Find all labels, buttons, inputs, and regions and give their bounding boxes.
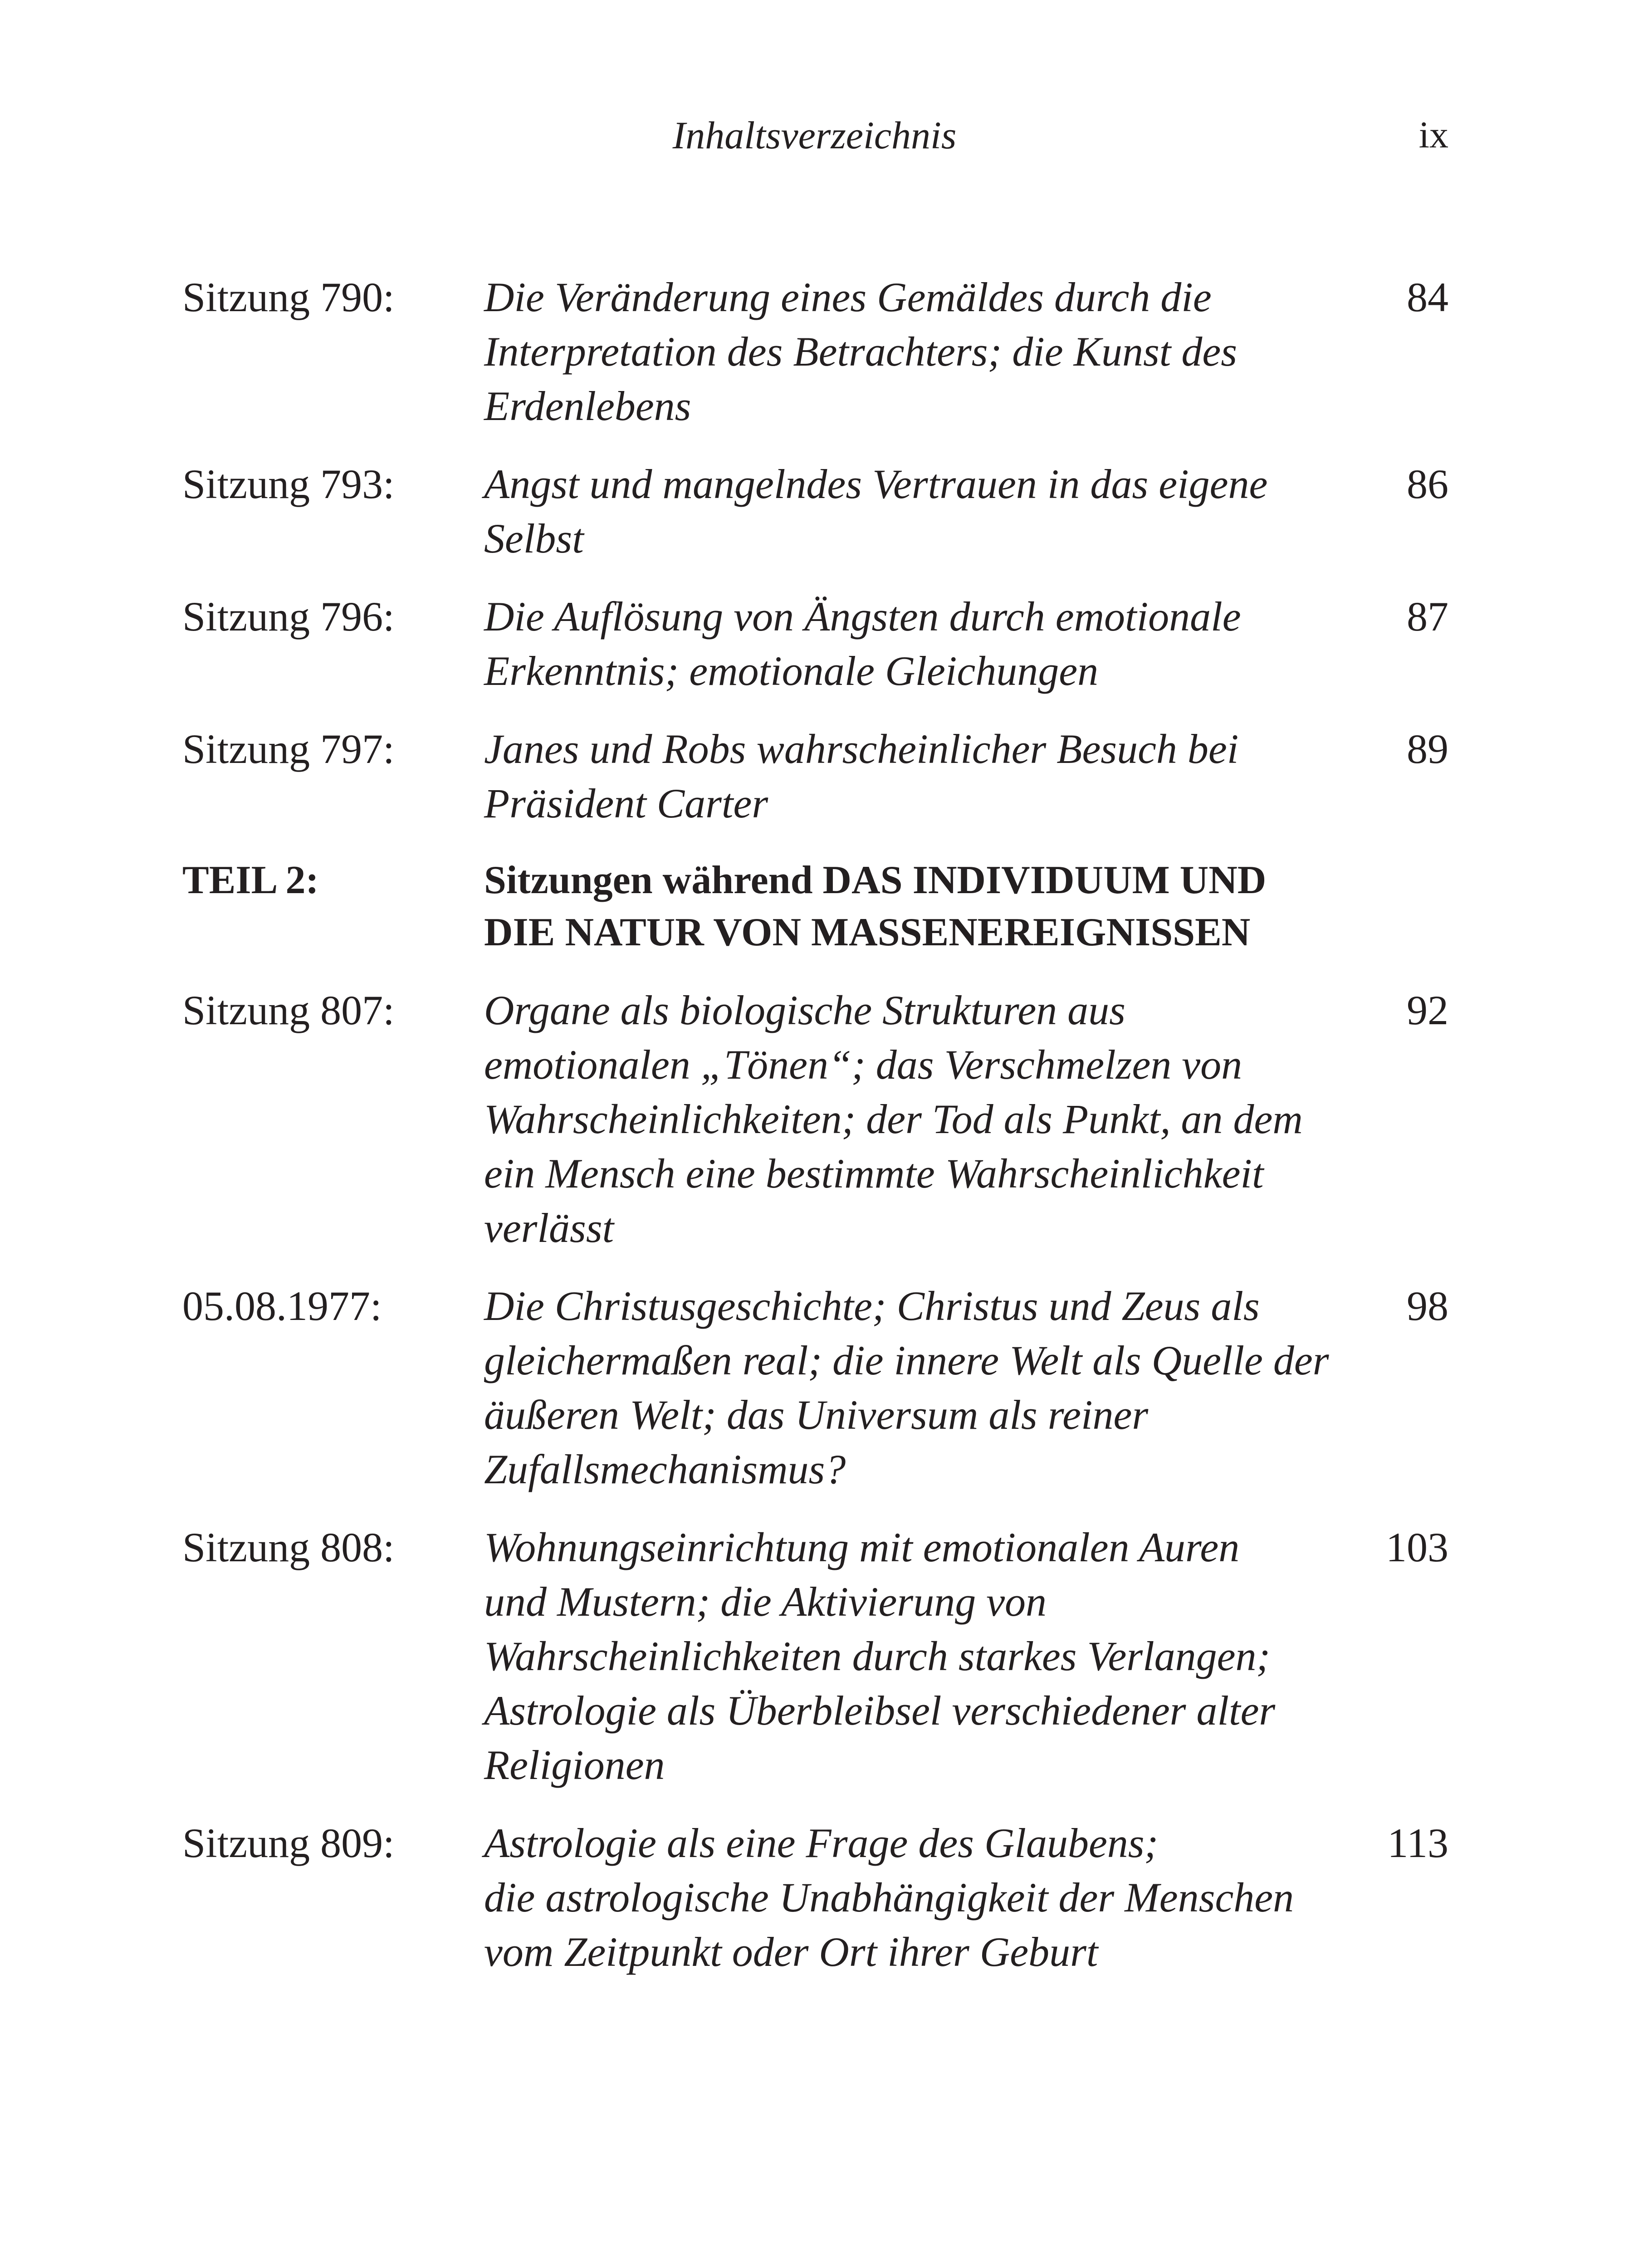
toc-title-line: und Mustern; die Aktivierung von xyxy=(484,1579,1047,1625)
toc-entry-page: 98 xyxy=(1407,1283,1448,1329)
toc-entry-page: 92 xyxy=(1407,987,1448,1033)
toc-entry-page: 89 xyxy=(1407,726,1448,772)
toc-title-line: Die Auflösung von Ängsten durch emotionale xyxy=(484,593,1241,640)
toc-title-line: Selbst xyxy=(484,515,584,562)
page-number: ix xyxy=(1419,114,1448,156)
toc-entry-797 xyxy=(182,722,1448,831)
toc-entry-790 xyxy=(182,270,1448,433)
toc-part-title-line: DIE NATUR VON MASSENEREIGNISSEN xyxy=(484,910,1251,954)
toc-part-title xyxy=(484,854,1448,958)
toc-title-line: Wohnungseinrichtung mit emotionalen Auren xyxy=(484,1524,1240,1570)
toc-entry-title xyxy=(484,722,1310,831)
toc-title-line: äußeren Welt; das Universum als reiner xyxy=(484,1392,1149,1438)
toc-entry-label: Sitzung 790: xyxy=(182,274,395,320)
toc-entry-title xyxy=(484,1520,1310,1792)
table-of-contents xyxy=(182,270,1448,2003)
toc-entry-1977-08-05 xyxy=(182,1279,1448,1496)
toc-entry-label: Sitzung 807: xyxy=(182,987,395,1033)
toc-title-line: Erkenntnis; emotionale Gleichungen xyxy=(484,648,1099,694)
toc-entry-page: 84 xyxy=(1407,274,1448,320)
toc-entry-807 xyxy=(182,983,1448,1255)
toc-entry-title xyxy=(484,983,1310,1255)
toc-entry-title xyxy=(484,457,1310,566)
toc-entry-label: Sitzung 796: xyxy=(182,593,395,640)
toc-entry-page: 86 xyxy=(1407,461,1448,507)
toc-title-line: gleichermaßen real; die innere Welt als Quelle der xyxy=(484,1337,1329,1383)
toc-entry-page: 103 xyxy=(1386,1524,1448,1570)
toc-title-line: ein Mensch eine bestimmte Wahrscheinlichkeit xyxy=(484,1150,1264,1197)
toc-entry-page: 87 xyxy=(1407,593,1448,640)
toc-entry-page: 113 xyxy=(1387,1820,1448,1866)
toc-entry-label: Sitzung 793: xyxy=(182,461,395,507)
toc-title-line: Astrologie als eine Frage des Glaubens; xyxy=(484,1820,1159,1866)
toc-entry-title xyxy=(484,270,1310,433)
toc-entry-title xyxy=(484,1279,1329,1496)
toc-part-heading xyxy=(182,854,1448,958)
toc-entry-label: Sitzung 797: xyxy=(182,726,395,772)
toc-title-line: Organe als biologische Strukturen aus xyxy=(484,987,1125,1033)
toc-entry-label: Sitzung 809: xyxy=(182,1820,395,1866)
toc-part-label: TEIL 2: xyxy=(182,858,319,902)
running-title: Inhaltsverzeichnis xyxy=(672,113,957,157)
toc-title-line: Die Veränderung eines Gemäldes durch die xyxy=(484,274,1212,320)
toc-title-line: Religionen xyxy=(484,1742,665,1788)
toc-entry-title xyxy=(484,1816,1310,1979)
toc-entry-808 xyxy=(182,1520,1448,1792)
toc-title-line: Angst und mangelndes Vertrauen in das eigene xyxy=(484,461,1268,507)
toc-entry-793 xyxy=(182,457,1448,566)
toc-entry-label: Sitzung 808: xyxy=(182,1524,395,1570)
toc-title-line: verlässt xyxy=(484,1205,614,1251)
toc-title-line: Astrologie als Überbleibsel verschiedener alter xyxy=(484,1687,1276,1734)
running-head xyxy=(0,108,1629,162)
toc-title-line: emotionalen „Tönen“; das Verschmelzen von xyxy=(484,1041,1243,1088)
toc-entry-796 xyxy=(182,589,1448,698)
toc-part-title-line: Sitzungen während DAS INDIVIDUUM UND xyxy=(484,858,1267,902)
toc-title-line: Die Christusgeschichte; Christus und Zeus als xyxy=(484,1283,1260,1329)
toc-title-line: Wahrscheinlichkeiten; der Tod als Punkt, an dem xyxy=(484,1096,1303,1142)
toc-title-line: Janes und Robs wahrscheinlicher Besuch bei xyxy=(484,726,1239,772)
toc-title-line: die astrologische Unabhängigkeit der Menschen xyxy=(484,1874,1294,1921)
toc-title-line: Wahrscheinlichkeiten durch starkes Verlangen; xyxy=(484,1633,1271,1679)
toc-title-line: vom Zeitpunkt oder Ort ihrer Geburt xyxy=(484,1929,1098,1975)
toc-entry-809 xyxy=(182,1816,1448,1979)
toc-entry-title xyxy=(484,589,1310,698)
toc-title-line: Zufallsmechanismus? xyxy=(484,1446,846,1492)
toc-entry-label: 05.08.1977: xyxy=(182,1283,382,1329)
toc-title-line: Interpretation des Betrachters; die Kunst des xyxy=(484,328,1237,375)
toc-title-line: Präsident Carter xyxy=(484,780,768,826)
toc-title-line: Erdenlebens xyxy=(484,383,691,429)
